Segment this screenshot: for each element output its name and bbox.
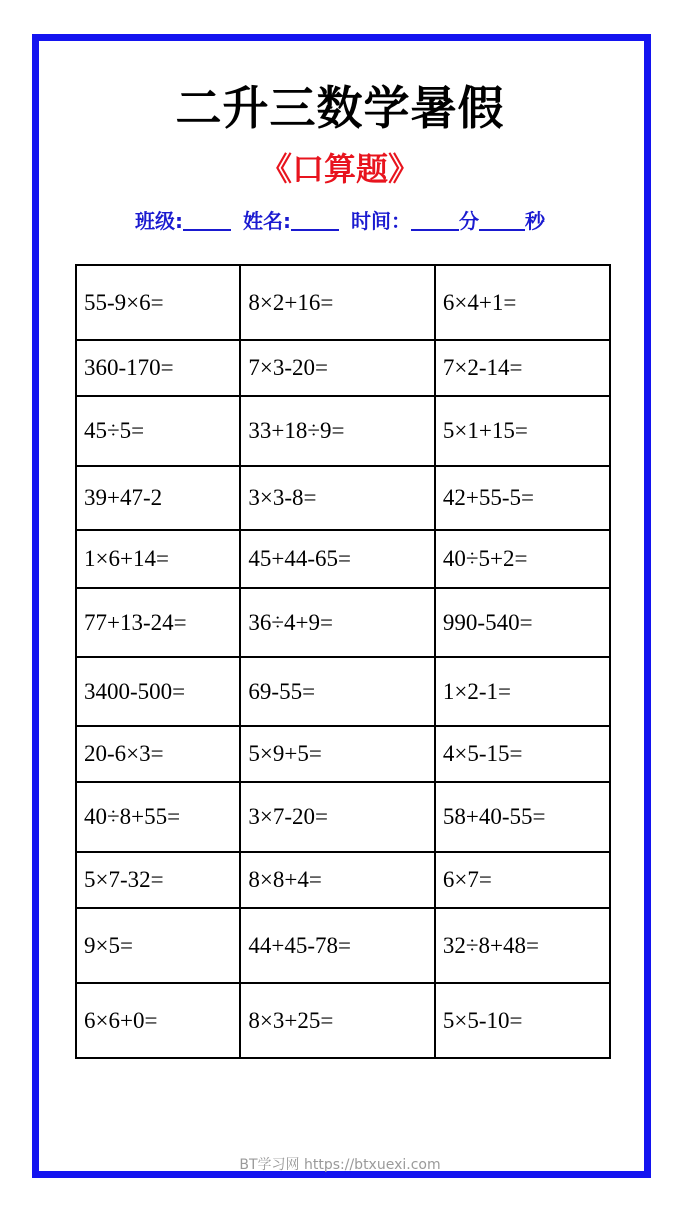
problem-cell: 20-6×3=: [76, 726, 240, 782]
student-info-line: [0, 205, 680, 237]
problem-cell: 1×2-1=: [435, 657, 610, 726]
problem-cell: 7×2-14=: [435, 340, 610, 396]
problem-cell: 8×2+16=: [240, 265, 435, 340]
problem-cell: 44+45-78=: [240, 908, 435, 983]
problem-cell: 40÷8+55=: [76, 782, 240, 852]
watermark-footer: BT学习网 https://btxuexi.com: [239, 1157, 441, 1173]
problem-cell: 69-55=: [240, 657, 435, 726]
problem-cell: 77+13-24=: [76, 588, 240, 657]
problem-cell: 8×3+25=: [240, 983, 435, 1058]
table-row: [76, 265, 610, 340]
problem-cell: 55-9×6=: [76, 265, 240, 340]
class-label: 班级:: [135, 209, 183, 233]
name-blank[interactable]: [291, 207, 339, 231]
problem-cell: 5×9+5=: [240, 726, 435, 782]
table-row: [76, 657, 610, 726]
class-blank[interactable]: [183, 207, 231, 231]
problem-cell: 990-540=: [435, 588, 610, 657]
table-row: [76, 530, 610, 588]
problem-cell: 45÷5=: [76, 396, 240, 466]
page-title: 二升三数学暑假: [175, 81, 505, 135]
table-row: [76, 588, 610, 657]
problem-cell: 6×7=: [435, 852, 610, 908]
problem-cell: 6×4+1=: [435, 265, 610, 340]
table-row: [76, 908, 610, 983]
problem-cell: 36÷4+9=: [240, 588, 435, 657]
problem-cell: 40÷5+2=: [435, 530, 610, 588]
problem-cell: 360-170=: [76, 340, 240, 396]
page-subtitle: 《口算题》: [259, 150, 420, 188]
problem-cell: 3×3-8=: [240, 466, 435, 530]
minutes-label: 分: [459, 209, 479, 233]
table-row: [76, 726, 610, 782]
problem-cell: 9×5=: [76, 908, 240, 983]
problem-cell: 32÷8+48=: [435, 908, 610, 983]
time-label: 时间：: [351, 209, 411, 233]
problem-cell: 5×5-10=: [435, 983, 610, 1058]
problem-cell: 5×1+15=: [435, 396, 610, 466]
problem-cell: 39+47-2: [76, 466, 240, 530]
problem-cell: 6×6+0=: [76, 983, 240, 1058]
problem-cell: 5×7-32=: [76, 852, 240, 908]
seconds-label: 秒: [525, 209, 545, 233]
seconds-blank[interactable]: [479, 207, 525, 231]
problem-cell: 33+18÷9=: [240, 396, 435, 466]
name-label: 姓名:: [243, 209, 291, 233]
minutes-blank[interactable]: [411, 207, 459, 231]
problem-cell: 7×3-20=: [240, 340, 435, 396]
problem-cell: 4×5-15=: [435, 726, 610, 782]
problem-cell: 1×6+14=: [76, 530, 240, 588]
problem-cell: 42+55-5=: [435, 466, 610, 530]
table-row: [76, 852, 610, 908]
problem-cell: 45+44-65=: [240, 530, 435, 588]
problem-cell: 3400-500=: [76, 657, 240, 726]
table-row: [76, 340, 610, 396]
problem-cell: 58+40-55=: [435, 782, 610, 852]
table-row: [76, 983, 610, 1058]
table-row: [76, 466, 610, 530]
problem-cell: 3×7-20=: [240, 782, 435, 852]
problems-table: [75, 264, 611, 1059]
table-row: [76, 396, 610, 466]
table-row: [76, 782, 610, 852]
problem-cell: 8×8+4=: [240, 852, 435, 908]
problems-table-body: [76, 265, 610, 1058]
